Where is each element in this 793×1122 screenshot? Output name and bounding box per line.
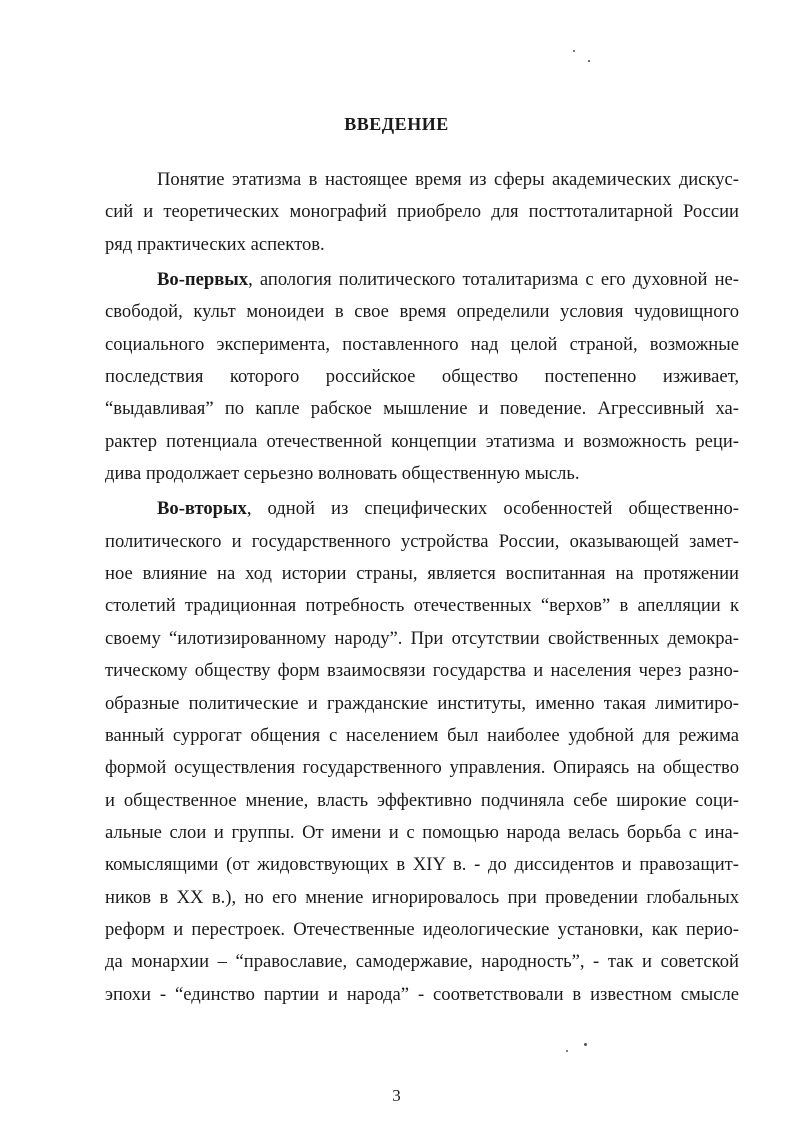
text-line: дива продолжает серьезно волновать общественную мысль. <box>105 463 580 485</box>
lead-term: Во-первых <box>157 269 249 291</box>
text-line: да монархии – “православие, самодержавие, народность”, - так и советской <box>105 951 739 973</box>
paragraph-first-point <box>105 264 739 490</box>
text-line: ряд практических аспектов. <box>105 233 325 255</box>
scan-speck <box>573 50 575 52</box>
text-line: последствия которого российское общество постепенно изживает, <box>105 366 739 388</box>
text-line: политического и государственного устройства России, оказывающей замет- <box>105 530 739 552</box>
text-line: социального эксперимента, поставленного над целой страной, возможные <box>105 333 739 355</box>
page-heading: ВВЕДЕНИЕ <box>344 114 449 134</box>
text-line <box>105 493 739 525</box>
text-line: Понятие этатизма в настоящее время из сферы академических дискус- <box>157 169 739 190</box>
text-line: альные слои и группы. От имени и с помощью народа велась борьба с ина- <box>105 821 739 843</box>
text-line: столетий традиционная потребность отечественных “верхов” в апелляции к <box>105 595 739 617</box>
text-line: ников в XX в.), но его мнение игнорировалось при проведении глобальных <box>105 886 739 908</box>
text-fragment: , апология политического тоталитаризма с его духовной не- <box>248 269 739 291</box>
scan-speck <box>566 1050 568 1052</box>
text-line: “выдавливая” по капле рабское мышление и поведение. Агрессивный ха- <box>105 398 739 420</box>
page-number: 3 <box>392 1086 401 1105</box>
text-line: рактер потенциала отечественной концепции этатизма и возможность реци- <box>105 430 739 452</box>
text-line: ное влияние на ход истории страны, является воспитанная на протяжении <box>105 563 739 585</box>
scan-speck <box>584 1043 587 1046</box>
scan-speck <box>588 60 590 62</box>
text-line: эпохи - “единство партии и народа” - соответствовали в известном смысле <box>105 983 739 1005</box>
text-line: ванный суррогат общения с населением был наиболее удобной для режима <box>105 724 739 746</box>
paragraph-second-point <box>105 493 739 1011</box>
text-line: своему “илотизированному народу”. При отсутствии свойственных демокра- <box>105 627 739 649</box>
text-line: образные политические и гражданские институты, именно такая лимитиро- <box>105 692 739 714</box>
text-line <box>105 264 739 296</box>
lead-term: Во-вторых <box>157 498 247 520</box>
body-text <box>105 164 739 1011</box>
text-fragment: , одной из специфических особенностей общественно- <box>246 498 739 520</box>
text-line: комыслящими (от жидовствующих в XIY в. - до диссидентов и правозащит- <box>105 854 739 876</box>
text-line: и общественное мнение, власть эффективно подчиняла себе широкие соци- <box>105 789 739 811</box>
text-line: реформ и перестроек. Отечественные идеологические установки, как перио- <box>105 918 739 940</box>
text-line: тическому обществу форм взаимосвязи государства и населения через разно- <box>105 660 739 682</box>
text-line: формой осуществления государственного управления. Опираясь на общество <box>105 757 739 779</box>
paragraph-intro <box>105 164 739 261</box>
text-line: сий и теоретических монографий приобрело для посттоталитарной России <box>105 201 739 223</box>
text-line: свободой, культ моноидеи в свое время определили условия чудовищного <box>105 301 739 323</box>
